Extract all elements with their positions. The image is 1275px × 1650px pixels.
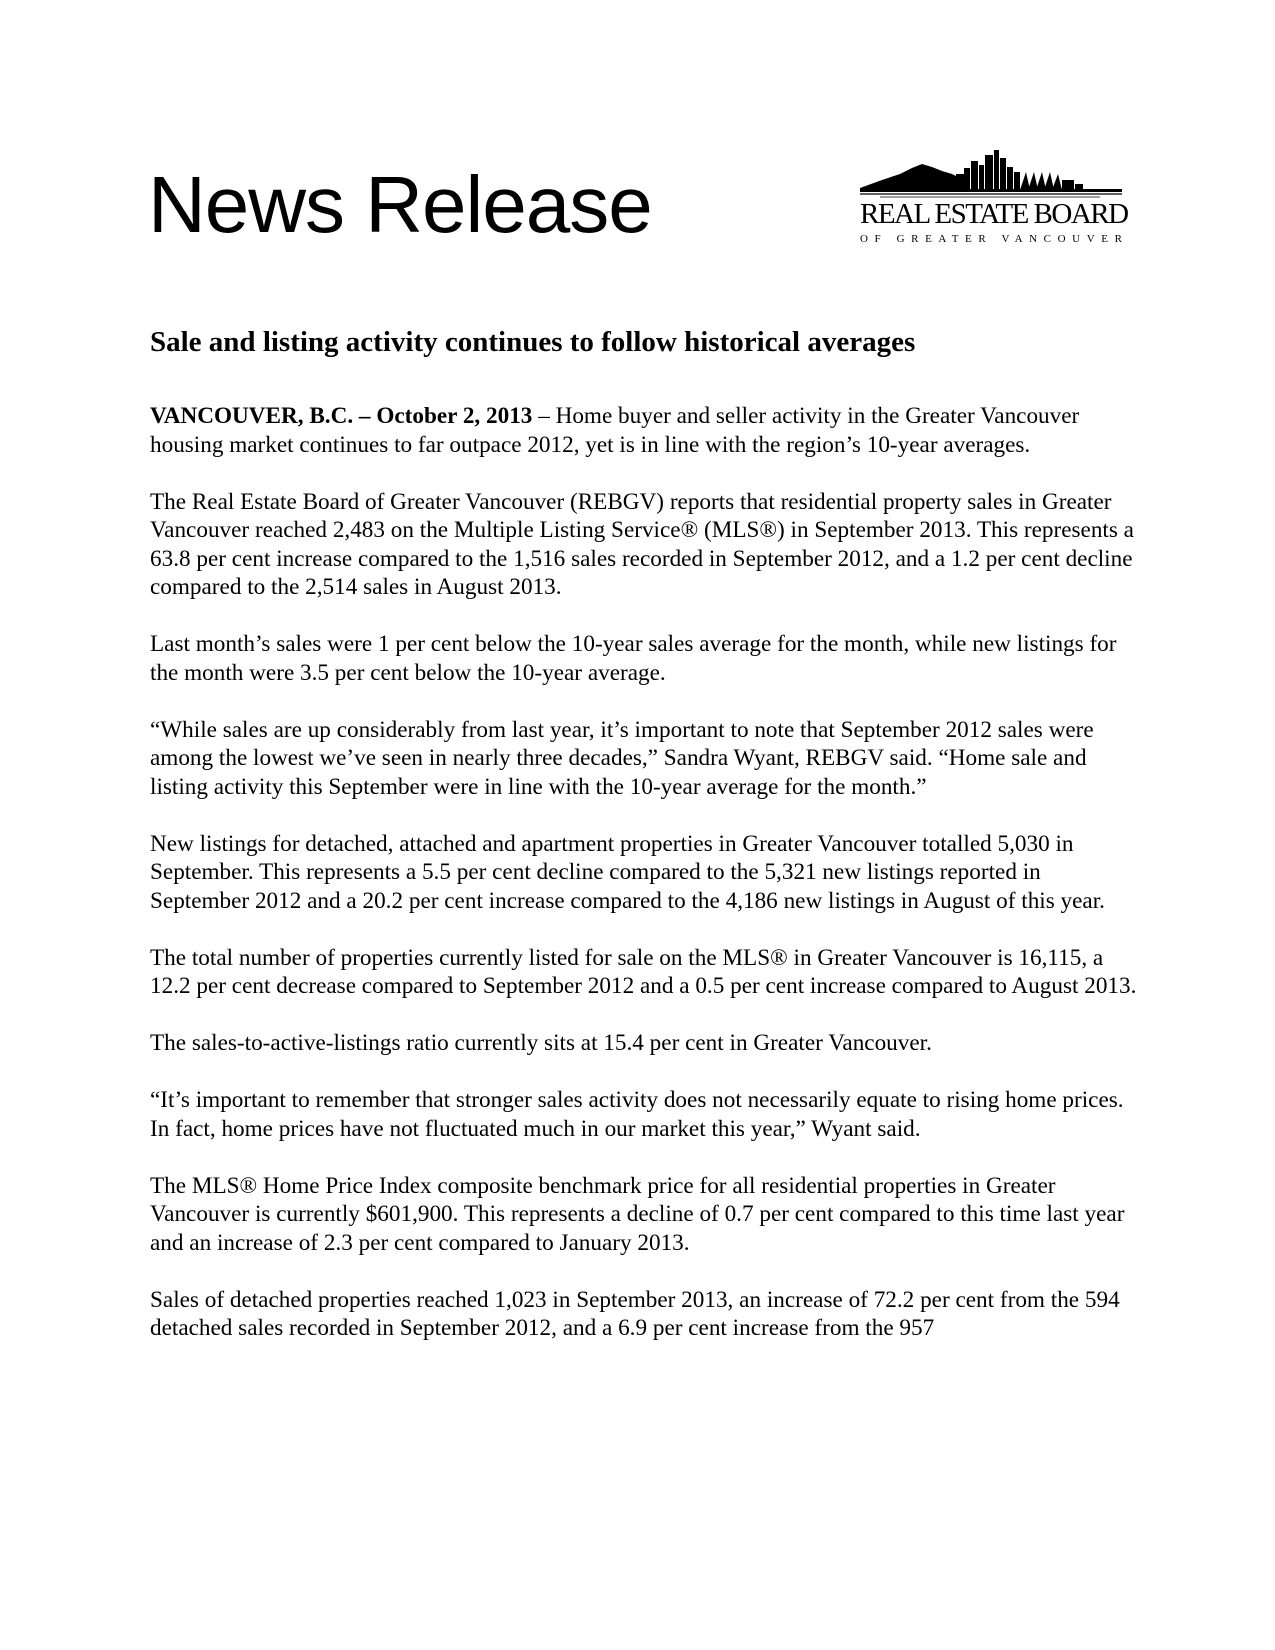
paragraph: “While sales are up considerably from last year, it’s important to note that September 2012 sales were among the lowest we’ve seen in nearly three decades,” Sandra Wyant, REBGV said. “Home sale and listing activity this September were in line with the 10-year average for the month.” xyxy=(150,716,1094,800)
vancouver-skyline-icon xyxy=(860,150,1122,200)
paragraph: Last month’s sales were 1 per cent below the 10-year sales average for the month, while new listings for the month were 3.5 per cent below the 10-year average. xyxy=(150,631,1117,686)
paragraph: New listings for detached, attached and apartment properties in Greater Vancouver totalled 5,030 in September. This represents a 5.5 per cent decline compared to the 5,321 new listings reported in September 2012 and a 20.2 per cent increase compared to the 4,186 new listings in August of this year. xyxy=(150,830,1105,914)
logo-name: REAL ESTATE BOARD xyxy=(860,198,1128,230)
paragraph: The MLS® Home Price Index composite benchmark price for all residential properties in Greater Vancouver is currently $601,900. This represents a decline of 0.7 per cent compared to this time last year and an increase of 2.3 per cent compared to January 2013. xyxy=(150,1172,1125,1256)
dateline: VANCOUVER, B.C. – October 2, 2013 xyxy=(150,403,533,429)
logo xyxy=(860,150,1129,250)
page-title: News Release xyxy=(148,160,652,249)
paragraph: “It’s important to remember that stronger sales activity does not necessarily equate to rising home prices. In fact, home prices have not fluctuated much in our market this year,” Wyant said. xyxy=(150,1087,1124,1142)
headline: Sale and listing activity continues to follow historical averages xyxy=(150,326,916,358)
paragraph: The total number of properties currently listed for sale on the MLS® in Greater Vancouver is 16,115, a 12.2 per cent decrease compared to September 2012 and a 0.5 per cent increase compared to August 2013. xyxy=(150,944,1137,999)
article-body xyxy=(150,402,1140,1371)
paragraph: Sales of detached properties reached 1,023 in September 2013, an increase of 72.2 per cent from the 594 detached sales recorded in September 2012, and a 6.9 per cent increase from the 957 xyxy=(150,1286,1120,1341)
lead-text: – Home buyer and seller activity in the Greater Vancouver housing market continues to far outpace 2012, yet is in line with the region’s 10-year averages. xyxy=(150,403,1080,458)
paragraph: The sales-to-active-listings ratio currently sits at 15.4 per cent in Greater Vancouver. xyxy=(150,1030,932,1056)
paragraph: The Real Estate Board of Greater Vancouver (REBGV) reports that residential property sales in Greater Vancouver reached 2,483 on the Multiple Listing Service® (MLS®) in September 2013. This represents a 63.8 per cent increase compared to the 1,516 sales recorded in September 2012, and a 1.2 per cent decline compared to the 2,514 sales in August 2013. xyxy=(150,488,1134,600)
lead-paragraph xyxy=(150,402,1140,459)
logo-subtitle: OF GREATER VANCOUVER xyxy=(860,233,1129,245)
